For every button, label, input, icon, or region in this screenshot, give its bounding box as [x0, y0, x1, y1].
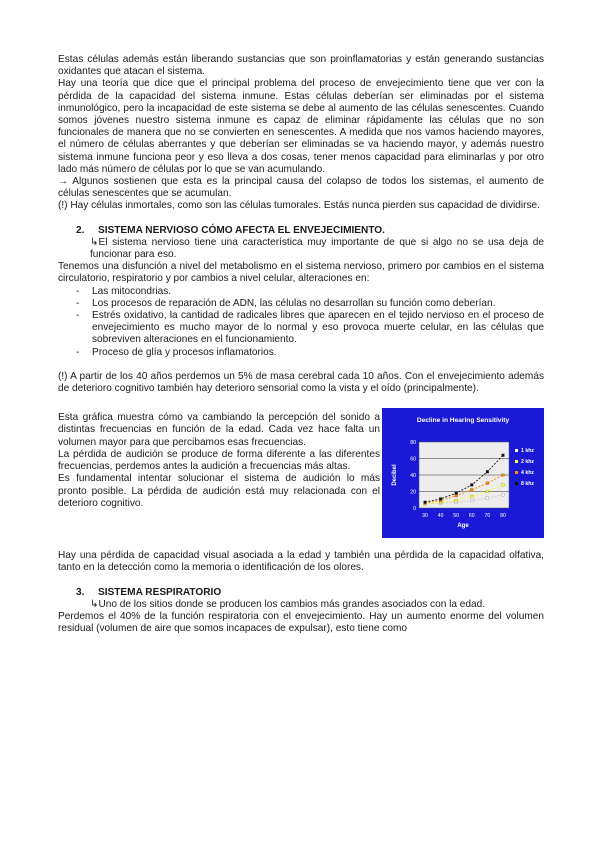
paragraph: → Algunos sostienen que esta es la principal causa del colapso de todos los sistemas, el aumento de células senescentes que se acumulan. — [58, 176, 544, 200]
legend-marker — [515, 471, 518, 474]
bullet-list — [58, 286, 544, 359]
data-point — [455, 499, 458, 502]
data-point — [486, 490, 489, 493]
list-item: - Proceso de glía y procesos inflamatorios. — [58, 347, 544, 359]
section-heading — [58, 225, 544, 237]
legend-marker — [515, 460, 518, 463]
x-tick-label: 50 — [453, 513, 460, 520]
paragraph: Estas células además están liberando sustancias que son proinflamatorias y están generando sustancias oxidantes que atacan el sistema. — [58, 54, 544, 78]
section-title: SISTEMA NERVIOSO CÓMO AFECTA EL ENVEJECIMIENTO. — [98, 224, 385, 236]
chart-title: Decline in Hearing Sensitivity — [416, 417, 510, 425]
list-item: - Estrés oxidativo, la cantidad de radicales libres que aparecen en el tejido nervioso en el proceso de envejecimiento es mucho mayor de lo normal y eso provoca muerte celular, en las células que sobreviven alteraciones en el funcionamiento. — [58, 310, 544, 347]
legend-label: 4 khz — [521, 470, 534, 477]
paragraph: (!) Hay células inmortales, como son las células tumorales. Estás nunca pierden sus capacidad de dividirse. — [58, 200, 540, 212]
section-title: SISTEMA RESPIRATORIO — [98, 586, 222, 598]
data-point — [470, 495, 473, 498]
x-tick-label: 80 — [500, 513, 506, 520]
x-tick-label: 30 — [422, 513, 428, 520]
paragraph: Esta gráfica muestra cómo va cambiando la percepción del sonido a distintas frecuencias en función de la edad. Cada vez hace falta un volumen mayor para que percibamos esas frecuencias. — [58, 412, 380, 448]
data-point — [470, 489, 473, 492]
legend-label: 1 khz — [521, 448, 534, 455]
y-tick-label: 40 — [410, 473, 416, 480]
legend-marker — [515, 449, 518, 452]
data-point — [502, 474, 505, 477]
x-tick-label: 70 — [484, 513, 491, 520]
legend-label: 2 khz — [521, 459, 534, 466]
list-item: - Los procesos de reparación de ADN, las células no desarrollan su función como deberían. — [58, 298, 544, 310]
y-tick-label: 60 — [410, 456, 416, 463]
section-number: 3. — [76, 586, 85, 598]
hearing-chart — [382, 408, 544, 538]
legend-label: 8 khz — [521, 481, 534, 488]
section-subtitle: ↳Uno de los sitios donde se producen los cambios más grandes asociados con la edad. — [90, 598, 486, 610]
data-point — [486, 482, 489, 485]
data-point — [470, 499, 473, 502]
paragraph: Es fundamental intentar solucionar el sistema de audición lo más pronto posible. La pérdida de audición está muy relacionada con el deterioro cognitivo. — [58, 473, 380, 509]
x-axis-label: Age — [457, 523, 469, 530]
x-tick-label: 60 — [468, 513, 475, 520]
section-heading — [58, 587, 544, 599]
paragraph: La pérdida de audición se produce de forma diferente a las diferentes frecuencias, perdemos antes la audición a frecuencias más altas. — [58, 448, 380, 473]
chart-description — [58, 402, 380, 538]
list-item: - Las mitocondrias. — [58, 286, 544, 298]
paragraph: Hay una teoría que dice que el principal problema del proceso de envejecimiento tiene que ver con la pérdida de la capacidad del sistema inmune. Estas células deberían ser eliminadas por el sistema inmunológico, pero la incapacidad de este sistema se debe al aumento de las células senescentes. Cuando somos jóvenes nuestro sistema inmune es capaz de eliminar rápidamente las células que no son funcionales de manera que no se convierten en senescentes. A medida que nos vamos haciendo mayores, el número de células aberrantes y que deberían ser eliminadas se va haciendo mayor, y además nuestro sistema inmune funciona peor y eso lleva a dos cosas, tener menos capacidad para eliminarlas y por otro lado más número de células por lo que se van acumulando. — [58, 78, 544, 175]
data-point — [502, 494, 505, 497]
data-point — [486, 497, 489, 500]
data-point — [424, 501, 427, 504]
data-point — [502, 484, 505, 487]
section-subtitle: ↳El sistema nervioso tiene una característica muy importante de que si algo no se usa deja de funcionar para eso. — [90, 236, 544, 261]
data-point — [470, 484, 473, 487]
y-axis-label: Decibel — [392, 464, 398, 486]
data-point — [502, 454, 505, 457]
paragraph: (!) A partir de los 40 años perdemos un 5% de masa cerebral cada 10 años. Con el envejecimiento además de deterioro cognitivo también hay deterioro sensorial como la vista y el oído (principalmente). — [58, 370, 544, 395]
data-point — [455, 492, 458, 495]
paragraph: Hay una pérdida de capacidad visual asociada a la edad y también una pérdida de la capacidad olfativa, tanto en la detección como la memoria o identificación de los olores. — [58, 550, 544, 574]
paragraph: Perdemos el 40% de la función respiratoria con el envejecimiento. Hay un aumento enorme del volumen residual (volumen de aire que somos incapaces de expulsar), esto tiene como — [58, 611, 544, 635]
data-point — [486, 471, 489, 474]
section-number: 2. — [76, 224, 85, 236]
y-tick-label: 0 — [413, 506, 416, 513]
y-tick-label: 80 — [410, 440, 416, 447]
data-point — [439, 498, 442, 501]
legend-marker — [515, 482, 518, 485]
document-page — [58, 54, 544, 636]
paragraph: Tenemos una disfunción a nivel del metabolismo en el sistema nervioso, primero por cambios en el sistema circulatorio, respiratorio y por cambios a nivel celular, alteraciones en: — [58, 261, 544, 285]
y-tick-label: 20 — [410, 489, 416, 496]
x-tick-label: 40 — [437, 513, 444, 520]
